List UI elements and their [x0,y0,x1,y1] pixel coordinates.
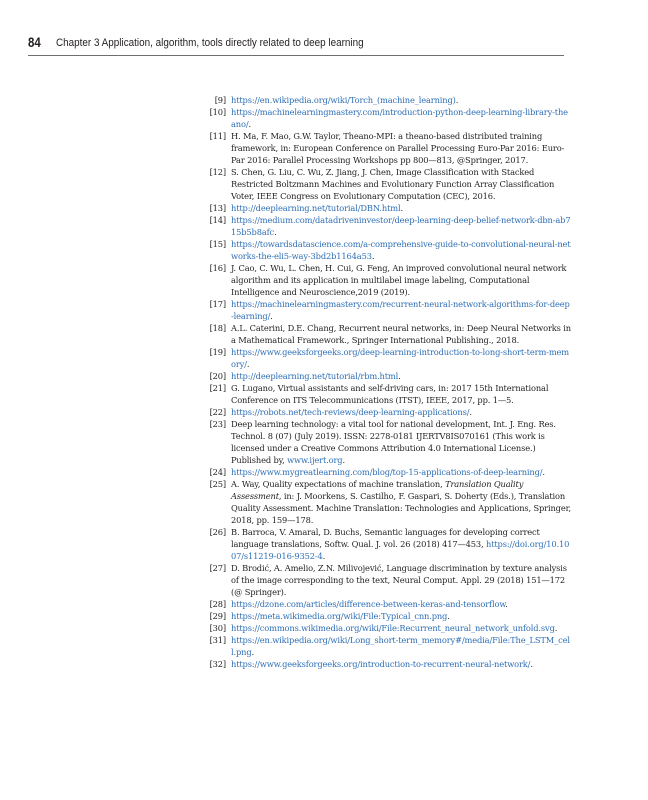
reference-number: [10] [209,107,226,117]
reference-link[interactable]: http://deeplearning.net/tutorial/rbm.html [231,371,399,381]
reference-segment: . [398,371,401,381]
reference-text [231,622,571,634]
reference-segment: . [246,359,250,369]
reference-text [231,658,571,670]
reference-segment: . [270,311,273,321]
reference-segment: D. Brodić, A. Amelio, Z.N. Milivojević, Language discrimination by texture analysis of the image corresponding to the text, Neural Comput. Appl. 29 (2018) 151—172 (@ Springer). [231,563,567,597]
reference-number: [26] [209,527,226,537]
reference-number: [20] [209,371,226,381]
reference-text [231,214,571,238]
reference-link[interactable]: https://doi.org/10.1007/s11219-016-9352-4 [231,539,570,561]
reference-item [0,346,571,370]
reference-link[interactable]: https://meta.wikimedia.org/wiki/File:Typical_cnn.png [231,611,448,621]
reference-number: [24] [209,467,226,477]
reference-item [0,262,571,298]
reference-item [0,166,571,202]
reference-link[interactable]: https://www.geeksforgeeks.org/introduction-to-recurrent-neural-network/ [231,659,531,669]
reference-number: [29] [209,611,226,621]
reference-link[interactable]: https://medium.com/datadriveninvestor/deep-learning-deep-belief-network-dbn-ab715b5b8afc [231,215,571,237]
reference-item [0,466,571,478]
reference-segment: . [542,467,545,477]
reference-segment: . [248,119,251,129]
reference-item [0,478,571,526]
reference-number: [9] [214,95,226,105]
reference-item [0,214,571,238]
reference-link[interactable]: https://en.wikipedia.org/wiki/Torch_(machine_learning) [231,95,456,105]
reference-list [0,94,648,670]
reference-text [231,166,571,202]
reference-number: [19] [209,347,226,357]
reference-link[interactable]: https://towardsdatascience.com/a-comprehensive-guide-to-convolutional-neural-networks-the-eli5-way-3bd2b1164a53 [231,239,571,261]
reference-item [0,370,571,382]
reference-link[interactable]: https://robots.net/tech-reviews/deep-learning-applications/ [231,407,470,417]
reference-segment: . [455,95,459,105]
reference-link[interactable]: www.ijert.org [287,455,343,465]
reference-item [0,526,571,562]
reference-segment: . [322,551,326,561]
reference-text [231,262,571,298]
reference-segment: H. Ma, F. Mao, G.W. Taylor, Theano-MPI: a theano-based distributed training framework, in: European Conference on Parallel Processing Euro-Par 2016: Euro-Par 2016: Parallel Processing Workshops pp 800—813, @Springer, 2017. [231,131,565,165]
reference-item [0,562,571,598]
reference-link[interactable]: https://en.wikipedia.org/wiki/Long_short-term_memory#/media/File:The_LSTM_cell.png [231,635,570,657]
reference-text [231,406,571,418]
reference-item [0,238,571,262]
reference-segment: . [251,647,255,657]
reference-segment: . [371,251,375,261]
reference-segment: . [469,407,472,417]
reference-number: [11] [209,131,226,141]
reference-text [231,418,571,466]
reference-item [0,130,571,166]
reference-item [0,382,571,406]
reference-text [231,106,571,130]
reference-item [0,622,571,634]
reference-number: [13] [209,203,226,213]
reference-number: [28] [209,599,226,609]
reference-segment: . [400,203,403,213]
reference-item [0,202,571,214]
reference-link[interactable]: https://www.geeksforgeeks.org/deep-learning-introduction-to-long-short-term-memory/ [231,347,570,369]
reference-link[interactable]: https://machinelearningmastery.com/introduction-python-deep-learning-library-theano/ [231,107,568,129]
running-header [28,33,564,56]
reference-segment: . [274,227,277,237]
reference-text [231,466,571,478]
reference-segment: . [530,659,533,669]
reference-text [231,598,571,610]
reference-segment: J. Cao, C. Wu, L. Chen, H. Cui, G. Feng, An improved convolutional neural network algorithm and its application in multilabel image labeling, Computational Intelligence and Neuroscience,2019 (2019). [231,263,567,297]
reference-number: [18] [209,323,226,333]
reference-text [231,202,571,214]
reference-segment: S. Chen, G. Liu, C. Wu, Z. Jiang, J. Chen, Image Classification with Stacked Restricted Boltzmann Machines and Evolutionary Function Array Classification Voter, IEEE Congress on Evolutionary Computation (CEC), 2016. [231,167,555,201]
reference-number: [17] [209,299,226,309]
reference-text [231,370,571,382]
reference-item [0,418,571,466]
chapter-title: Chapter 3 Application, algorithm, tools directly related to deep learning [56,37,364,49]
reference-segment: Deep learning technology: a vital tool for national development, Int. J. Eng. Res. Technol. 8 (07) (July 2019). ISSN: 2278-0181 IJERTV8IS070161 (This work is licensed under a Creative Commons Attribution 4.0 International License.) Published by, [231,419,556,465]
reference-link[interactable]: http://deeplearning.net/tutorial/DBN.html [231,203,401,213]
reference-segment: A.L. Caterini, D.E. Chang, Recurrent neural networks, in: Deep Neural Networks in a Mathematical Framework., Springer International Publishing., 2018. [231,323,571,345]
reference-number: [25] [209,479,226,489]
reference-item [0,298,571,322]
reference-text [231,562,571,598]
reference-item [0,598,571,610]
reference-segment: . [505,599,508,609]
reference-item [0,106,571,130]
reference-segment: B. Barroca, V. Amaral, D. Buchs, Semantic languages for developing correct language translations, Softw. Qual. J. vol. 26 (2018) 417—453, [231,527,540,549]
reference-item [0,634,571,658]
reference-text [231,322,571,346]
reference-text [231,94,571,106]
reference-text [231,610,571,622]
reference-text [231,526,571,562]
reference-segment: . [447,611,450,621]
reference-text [231,130,571,166]
reference-segment: . [342,455,345,465]
reference-number: [23] [209,419,226,429]
reference-item [0,94,571,106]
reference-text [231,478,571,526]
reference-segment: . [554,623,558,633]
reference-number: [14] [209,215,226,225]
reference-number: [32] [209,659,226,669]
reference-number: [31] [209,635,226,645]
page-number: 84 [28,34,41,50]
reference-link[interactable]: https://www.mygreatlearning.com/blog/top-15-applications-of-deep-learning/ [231,467,543,477]
reference-segment: , in: J. Moorkens, S. Castilho, F. Gaspari, S. Doherty (Eds.), Translation Quality Assessment. Machine Translation: Technologies and Applications, Springer, 2018, pp. 159—178. [231,491,571,525]
reference-number: [12] [209,167,226,177]
reference-number: [15] [209,239,226,249]
reference-number: [27] [209,563,226,573]
reference-number: [21] [209,383,226,393]
reference-text [231,346,571,370]
reference-item [0,658,571,670]
reference-text [231,298,571,322]
reference-number: [22] [209,407,226,417]
reference-item [0,406,571,418]
reference-text [231,238,571,262]
reference-number: [16] [209,263,226,273]
reference-segment: G. Lugano, Virtual assistants and self-driving cars, in: 2017 15th International Conference on ITS Telecommunications (ITST), IEEE, 2017, pp. 1—5. [231,383,549,405]
reference-link[interactable]: https://commons.wikimedia.org/wiki/File:Recurrent_neural_network_unfold.svg [231,623,555,633]
reference-link[interactable]: https://dzone.com/articles/difference-between-keras-and-tensorflow [231,599,506,609]
reference-text [231,382,571,406]
reference-item [0,610,571,622]
reference-number: [30] [209,623,226,633]
reference-title-italic: Translation Quality Assessment [231,479,524,501]
reference-link[interactable]: https://machinelearningmastery.com/recurrent-neural-network-algorithms-for-deep-learning/ [231,299,570,321]
reference-text [231,634,571,658]
reference-item [0,322,571,346]
reference-segment: A. Way, Quality expectations of machine translation, [231,479,446,489]
